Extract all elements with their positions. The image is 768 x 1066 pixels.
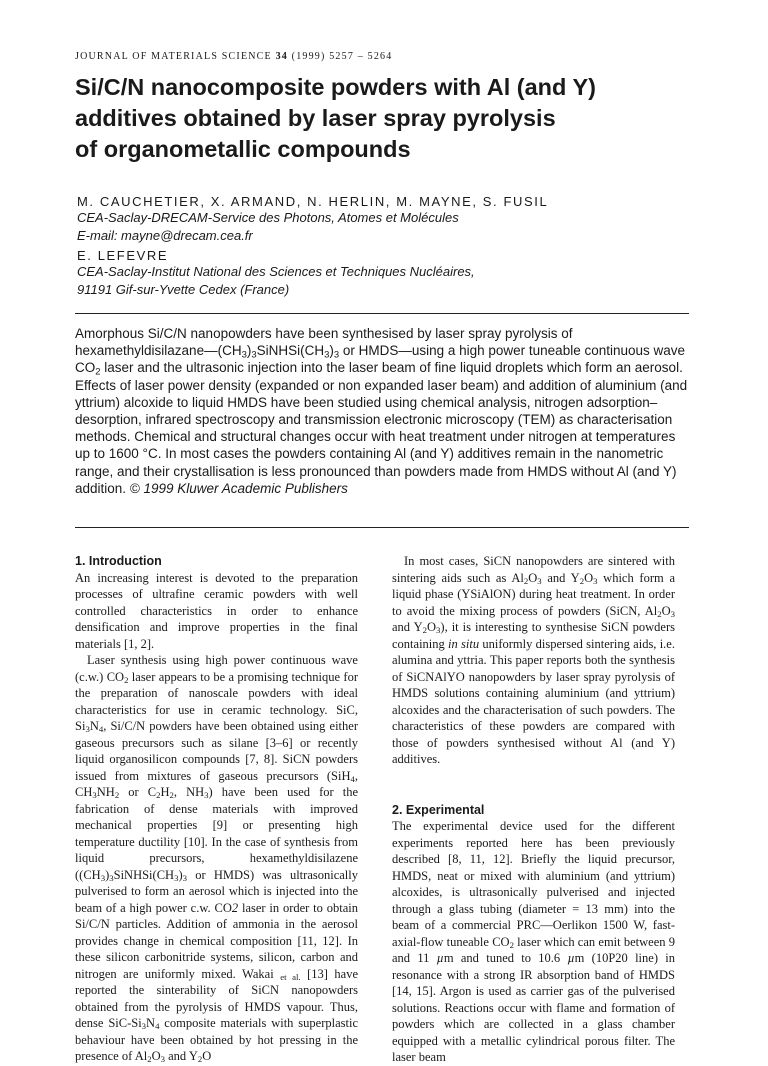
paragraph-text: O	[661, 603, 671, 618]
subscript: 3	[160, 1054, 165, 1065]
paragraph-text: O	[151, 1049, 161, 1063]
italic-symbol: µ	[567, 951, 575, 965]
subscript: 3	[204, 790, 209, 801]
paragraph-text: laser appears to be a promising technique for the preparation of nanoscale powders with ideal characteristics for use in ceramic technology. SiC, Si	[75, 669, 358, 733]
subscript: 4	[155, 1021, 160, 1032]
paper-title	[75, 72, 715, 165]
abstract-bottom-rule	[75, 527, 689, 528]
subscript: 3	[92, 790, 97, 801]
subscript: 3	[593, 575, 598, 586]
paragraph-text: O	[202, 1049, 212, 1063]
paragraph-text: , NH	[173, 785, 205, 799]
subscript: 3	[324, 349, 330, 361]
subscript: 3	[241, 349, 247, 361]
subscript: 3	[670, 608, 675, 619]
paragraph-text: H	[160, 785, 170, 799]
subscript: 3	[174, 872, 179, 883]
subscript: 3	[182, 872, 187, 883]
section-spacer	[392, 768, 675, 802]
subscript: 2	[579, 575, 585, 586]
paragraph-text: O	[584, 570, 594, 585]
paragraph-text: ), it is interesting to synthesise SiCN powders containing	[392, 620, 675, 651]
abstract-text: )	[329, 343, 334, 359]
author-email: E-mail: mayne@drecam.cea.fr	[77, 228, 253, 243]
journal-header	[75, 51, 392, 62]
affiliation-primary-institution: CEA-Saclay-DRECAM-Service des Photons, Atomes et Molécules	[77, 210, 459, 225]
experimental-paragraph-1	[392, 818, 675, 1066]
paragraph-text: )	[105, 867, 110, 882]
subscript: 2	[509, 939, 514, 950]
intro-paragraph-3	[392, 553, 675, 768]
subscript: 4	[350, 773, 355, 784]
affiliation-secondary-institution: CEA-Saclay-Institut National des Sciences et Techniques Nucléaires,	[77, 264, 475, 279]
paragraph-text: laser in order to obtain Si/C/N particles. Addition of ammonia in the aerosol provides change in chemical composition [11, 12]. In these silicon carbonitride systems, silicon, carbon and nitrogen are uniformly mixed. Wakai	[75, 900, 358, 981]
subscript: 3	[85, 724, 90, 735]
abstract-top-rule	[75, 313, 689, 314]
subscript: 2	[147, 1054, 152, 1065]
affiliation-primary	[77, 209, 459, 245]
paragraph-text: NH	[96, 785, 115, 799]
subscript: 3	[100, 872, 106, 883]
intro-paragraph-1: An increasing interest is devoted to the preparation processes of ultrafine ceramic powders with well controlled characteristics in order to enhance densification and improve properties in the final materials [1, 2].	[75, 570, 358, 651]
paragraph-text: [13] have reported the sinterability of SiCN nanopowders obtained from the pyrolysis of HMDS vapour. Thus, dense SiC-Si	[75, 966, 359, 1030]
subscript: 2	[422, 625, 427, 636]
subscript: 3	[436, 625, 441, 636]
subscript: 3	[109, 872, 114, 883]
paragraph-text: ) have been used for the fabrication of dense materials with improved mechanical properties [9] or presenting high temperature ductility [10]. In the case of synthesis from liquid precursors, hexamethyldisilazene ((CH	[75, 785, 359, 882]
paragraph-text: , CH	[75, 768, 358, 799]
paragraph-text: )	[178, 867, 183, 882]
journal-name: JOURNAL OF MATERIALS SCIENCE	[75, 51, 272, 62]
affiliation-secondary	[77, 263, 475, 299]
abstract	[75, 325, 691, 497]
authors-primary: M. CAUCHETIER, X. ARMAND, N. HERLIN, M. MAYNE, S. FUSIL	[77, 194, 549, 209]
paragraph-text: or HMDS) was ultrasonically pulverised to form an aerosol which is injected into the beam of a high power c.w. CO	[75, 867, 358, 915]
paragraph-text: Laser synthesis using high power continuous wave (c.w.) CO	[75, 653, 358, 684]
subscript: 3	[251, 349, 257, 361]
paragraph-text: O	[528, 570, 538, 585]
abstract-text: or HMDS—using a high power tuneable continuous wave CO	[75, 343, 686, 376]
abstract-text: )	[246, 343, 252, 359]
italic-text: 2	[231, 900, 239, 915]
subscript: 3	[333, 349, 340, 361]
paragraph-text: or C	[119, 785, 157, 799]
paragraph-text: In most cases, SiCN nanopowders are sintered with sintering aids such as Al	[392, 554, 675, 585]
italic-symbol: µ	[436, 951, 444, 965]
intro-paragraph-2	[75, 652, 358, 1065]
paragraph-text: , Si/C/N powders have been obtained using either gaseous precursors such as silane [3–6] or recently liquid organosilicon compounds [7, 8]. SiCN powders issued from mixtures of gaseous precursors (SiH	[75, 719, 358, 783]
paragraph-text: which form a liquid phase (YSiAlON) during heat treatment. In order to avoid the mixing process of powders (SiCN, Al	[392, 570, 675, 618]
abstract-text: SiNHSi(CH	[256, 343, 325, 359]
paragraph-text: m (10P20 line) in resonance with a strong IR absorption band of HMDS [14, 15]. Argon is used as carrier gas of the pulverised solutions. Reactions occur with flame and formation of powders which are collected in a glass chamber equipped with a metallic cylindrical porous filter. The laser beam	[392, 951, 676, 1064]
subscript: 2	[156, 790, 161, 801]
paragraph-text: and Y	[392, 620, 423, 634]
subscript: 2	[124, 674, 129, 685]
authors-secondary: E. LEFEVRE	[77, 248, 169, 263]
subscript: 2	[169, 790, 174, 801]
subscript: 2	[197, 1054, 203, 1065]
paragraph-text: SiNHSi(CH	[113, 867, 175, 882]
subscript: 3	[141, 1021, 147, 1032]
paragraph-text: m and tuned to 10.6	[443, 951, 568, 965]
paragraph-text: and Y	[541, 570, 580, 585]
subscript: et al.	[280, 971, 301, 982]
left-column	[75, 553, 358, 1065]
copyright-notice: © 1999 Kluwer Academic Publishers	[126, 480, 348, 496]
subscript: 2	[657, 608, 662, 619]
paragraph-text: laser which can emit between 9 and 11	[392, 934, 675, 965]
right-column	[392, 553, 675, 1066]
affiliation-secondary-address: 91191 Gif-sur-Yvette Cedex (France)	[77, 282, 290, 297]
subscript: 2	[95, 366, 101, 378]
subscript: 3	[537, 575, 542, 586]
paragraph-text: and Y	[164, 1049, 198, 1063]
subscript: 2	[523, 575, 529, 586]
abstract-text: laser and the ultrasonic injection into the laser beam of fine liquid droplets which form an aerosol. Effects of laser power density (expanded or non expanded laser beam) and addition of aluminium (and yttrium) alcoxide to liquid HMDS have been studied using chemical analysis, nitrogen adsorption–desorption, infrared spectroscopy and transmission electronic microscopy (TEM) as characterisation methods. Chemical and structural changes occur with heat treatment under nitrogen at temperatures up to 1600 °C. In most cases the powders containing Al (and Y) additives remain in the nanometric range, and their crystallisation is less pronounced than powders made from HMDS without Al (and Y) addition.	[75, 360, 688, 496]
paragraph-text: uniformly dispersed sintering aids, i.e. alumina and yttria. This paper reports both the synthesis of SiCNAlYO nanopowders by laser spray pyrolysis of HMDS solutions containing aluminium (and yttrium) alcoxides and the characterisation of such powders. The characteristics of these powders are compared with those of powders synthesised without Al (and Y) additives.	[392, 636, 675, 766]
title-line-1: Si/C/N nanocomposite powders with Al (and Y)	[75, 74, 596, 100]
title-line-2: additives obtained by laser spray pyrolysis	[75, 105, 556, 131]
section-heading-experimental: 2. Experimental	[392, 802, 485, 817]
paragraph-text: N	[146, 1016, 156, 1030]
journal-details: (1999) 5257 – 5264	[291, 51, 393, 62]
abstract-text: Amorphous Si/C/N nanopowders have been synthesised by laser spray pyrolysis of hexamethyldisilazane—(CH	[75, 326, 573, 359]
section-heading-introduction: 1. Introduction	[75, 554, 162, 568]
paragraph-text: N	[89, 719, 99, 733]
italic-text: in situ	[448, 636, 480, 651]
subscript: 4	[98, 724, 104, 735]
journal-volume: 34	[275, 51, 288, 62]
paragraph-text: composite materials with superplastic behaviour have been obtained by hot pressing in the presence of Al	[75, 1016, 358, 1063]
paragraph-text: The experimental device used for the different experiments reported here has been previously described [8, 11, 12]. Briefly the liquid precursor, HMDS, neat or mixed with aluminium (and yttrium) alcoxides, is ultrasonically pulverised and injected through a glass tubing (diameter = 13 mm) into the beam of a commercial PRC—Oerlikon 1500 W, fast-axial-flow tuneable CO	[392, 819, 675, 949]
title-line-3: of organometallic compounds	[75, 136, 411, 162]
paragraph-text: O	[427, 620, 437, 634]
subscript: 2	[114, 790, 120, 801]
